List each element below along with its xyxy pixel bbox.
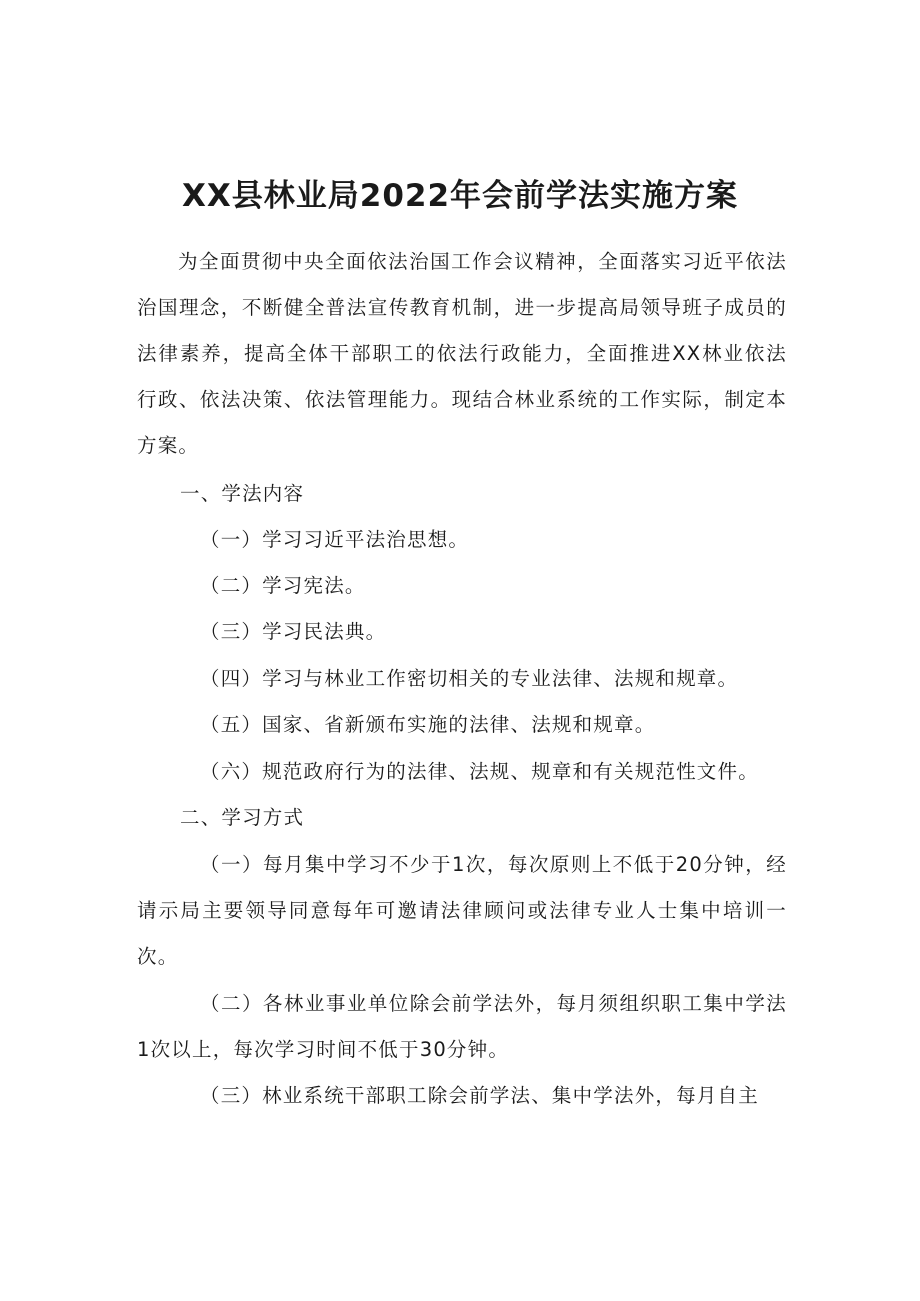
document-title: XX县林业局2022年会前学法实施方案 (181, 178, 739, 214)
content-item-3: （三）学习民法典。 (200, 620, 387, 643)
intro-paragraph: 为全面贯彻中央全面依法治国工作会议精神，全面落实习近平依法治国理念，不断健全普法宣传教育机制，进一步提高局领导班子成员的法律素养，提高全体干部职工的依法行政能力，全面推进XX林业依法行政、依法决策、依法管理能力。现结合林业系统的工作实际，制定本方案。 (137, 250, 787, 457)
content-item-1: （一）学习习近平法治思想。 (200, 528, 470, 551)
content-item-2: （二）学习宪法。 (200, 574, 366, 597)
section-heading-method: 二、学习方式 (180, 806, 305, 829)
content-item-5: （五）国家、省新颁布实施的法律、法规和规章。 (200, 713, 656, 736)
content-item-6: （六）规范政府行为的法律、法规、规章和有关规范性文件。 (200, 760, 759, 783)
section-heading-content: 一、学法内容 (180, 482, 305, 505)
method-item-1: （一）每月集中学习不少于1次，每次原则上不低于20分钟，经请示局主要领导同意每年可邀请法律顾问或法律专业人士集中培训一次。 (137, 853, 787, 968)
method-item-2: （二）各林业事业单位除会前学法外，每月须组织职工集中学法1次以上，每次学习时间不低于30分钟。 (137, 992, 787, 1061)
content-item-4: （四）学习与林业工作密切相关的专业法律、法规和规章。 (200, 667, 739, 690)
method-item-3: （三）林业系统干部职工除会前学法、集中学法外，每月自主 (200, 1084, 759, 1107)
